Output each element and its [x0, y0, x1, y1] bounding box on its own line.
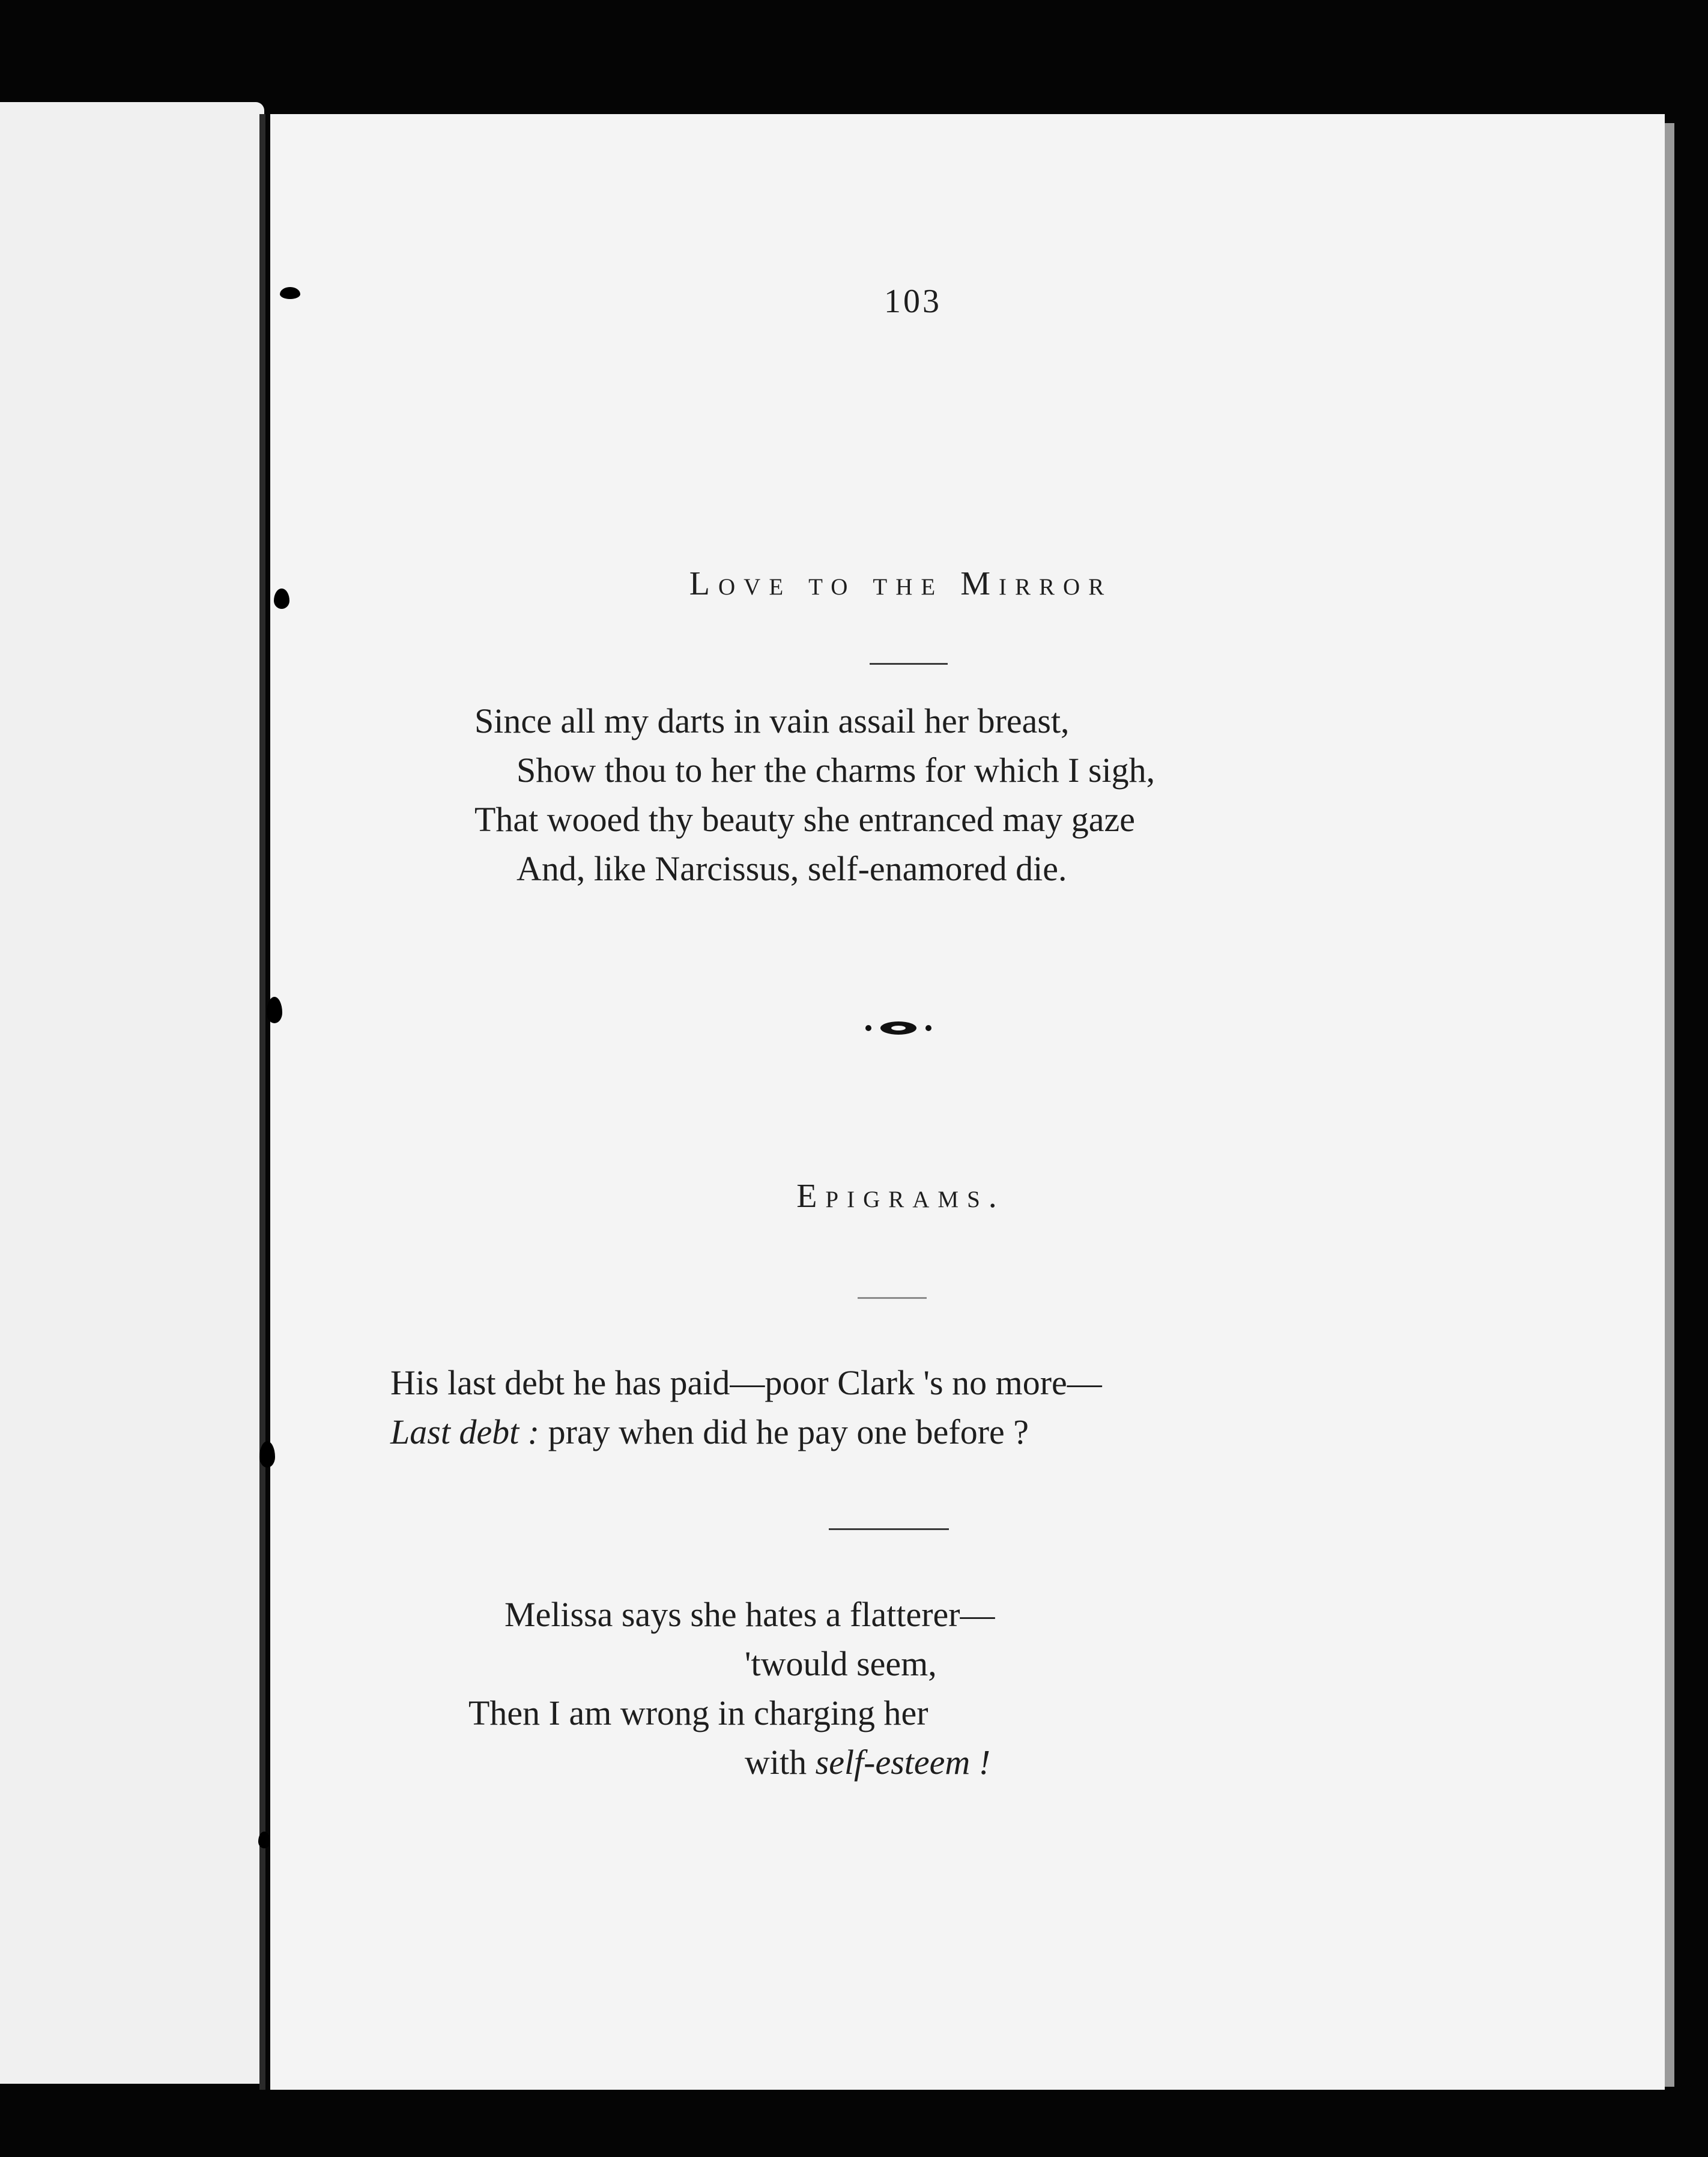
- epigram-line: [390, 1408, 1102, 1457]
- epigram-clark: [390, 1358, 1102, 1457]
- epigram-line: Then I am wrong in charging her: [468, 1693, 928, 1732]
- poem-line: And, like Narcissus, self-enamored die.: [516, 849, 1067, 888]
- binding-stitch: [267, 997, 282, 1023]
- left-page-edge: [0, 102, 264, 2084]
- italic-phrase: Last debt :: [390, 1412, 540, 1451]
- epigram-line-rest: pray when did he pay one before ?: [539, 1412, 1029, 1451]
- binding-stitch: [258, 1832, 270, 1848]
- italic-phrase: self-esteem !: [815, 1743, 991, 1782]
- binding-stitch: [259, 1441, 275, 1468]
- poem-line: That wooed thy beauty she entranced may gaze: [474, 800, 1135, 839]
- poem-line: Since all my darts in vain assail her breast,: [474, 701, 1070, 740]
- book-page: [270, 114, 1665, 2090]
- epigram-line: 'twould seem,: [745, 1644, 937, 1683]
- title-rule: [858, 1297, 927, 1299]
- title-rule: [870, 663, 948, 665]
- poem-line: Show thou to her the charms for which I sigh,: [516, 751, 1155, 790]
- page-number: 103: [884, 283, 942, 320]
- page-edge-shadow: [1665, 123, 1674, 2087]
- book-spine: [259, 114, 265, 2090]
- epigram-line-prefix: with: [745, 1743, 816, 1782]
- epigram-divider: [829, 1528, 949, 1530]
- epigram-line: His last debt he has paid—poor Clark 's no more—: [390, 1363, 1102, 1402]
- poem-love-to-the-mirror: [474, 697, 1155, 894]
- epigram-line: [468, 1738, 995, 1787]
- epigram-melissa: [468, 1590, 995, 1787]
- section-title: Epigrams.: [796, 1178, 1005, 1215]
- binding-stitch: [274, 588, 289, 609]
- poem-title: Love to the Mirror: [689, 565, 1113, 602]
- binding-stitch: [280, 287, 300, 299]
- epigram-line: Melissa says she hates a flatterer—: [504, 1595, 995, 1634]
- section-ornament: [862, 1016, 934, 1040]
